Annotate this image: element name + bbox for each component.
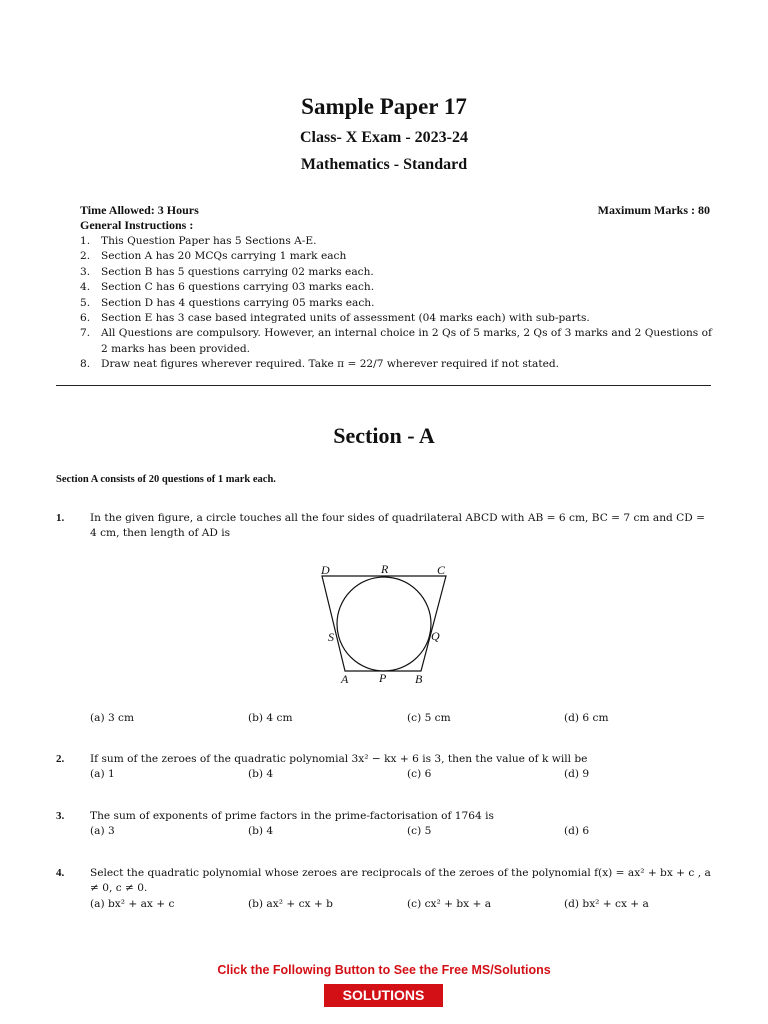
instruction-item: 6. Section E has 3 case based integrated units of assessment (04 marks each) with sub-parts.	[80, 312, 590, 325]
label-c: C	[437, 563, 446, 577]
option-a[interactable]: (a) 3 cm	[90, 712, 135, 724]
label-s: S	[328, 630, 334, 644]
divider	[56, 385, 711, 386]
question-3	[56, 809, 716, 839]
option-a[interactable]: (a) bx² + ax + c	[90, 898, 175, 910]
instruction-item: 1. This Question Paper has 5 Sections A-E.	[80, 235, 317, 247]
label-d: D	[321, 563, 330, 577]
general-instructions-heading: General Instructions :	[80, 218, 194, 232]
class-line: Class- X Exam - 2023-24	[300, 129, 468, 146]
instruction-item: 5. Section D has 4 questions carrying 05 marks each.	[80, 296, 375, 309]
label-p: P	[379, 671, 387, 685]
instructions-list	[80, 234, 712, 373]
option-d[interactable]: (d) 6	[564, 825, 590, 837]
time-allowed: Time Allowed: 3 Hours	[80, 203, 199, 217]
quadrilateral-incircle-figure	[310, 558, 460, 688]
instruction-item: 7. All Questions are compulsory. However, an internal choice in 2 Qs of 5 marks, 2 Qs of 3 marks and 2 Questions of 2 marks has been provided.	[80, 327, 712, 355]
option-d[interactable]: (d) 6 cm	[564, 712, 609, 724]
question-text: Select the quadratic polynomial whose zeroes are reciprocals of the zeroes of the polynomial f(x) = ax² + bx + c , a ≠ 0, c ≠ 0.	[90, 867, 711, 894]
options-row	[90, 897, 712, 912]
option-b[interactable]: (b) 4	[248, 825, 274, 837]
option-d[interactable]: (d) 9	[564, 768, 590, 780]
question-number: 4.	[56, 867, 65, 879]
question-2	[56, 752, 716, 782]
options-row	[90, 767, 712, 782]
paper-title: Sample Paper 17	[301, 94, 467, 119]
question-4	[56, 866, 716, 911]
question-text: The sum of exponents of prime factors in the prime-factorisation of 1764 is	[90, 810, 494, 822]
instruction-item: 2. Section A has 20 MCQs carrying 1 mark each	[80, 250, 347, 263]
solutions-prompt[interactable]: Click the Following Button to See the Free MS/Solutions	[217, 963, 551, 977]
option-a[interactable]: (a) 1	[90, 768, 115, 780]
option-a[interactable]: (a) 3	[90, 825, 115, 837]
exam-meta	[80, 203, 710, 218]
options-row	[90, 711, 712, 726]
solutions-button[interactable]: SOLUTIONS	[324, 984, 443, 1007]
maximum-marks: Maximum Marks : 80	[597, 203, 710, 217]
option-c[interactable]: (c) cx² + bx + a	[407, 898, 492, 910]
subject-line: Mathematics - Standard	[300, 156, 468, 173]
question-number: 1.	[56, 512, 65, 524]
option-c[interactable]: (c) 6	[407, 768, 432, 780]
option-c[interactable]: (c) 5 cm	[407, 712, 451, 724]
question-number: 2.	[56, 753, 65, 765]
option-b[interactable]: (b) 4 cm	[248, 712, 293, 724]
option-b[interactable]: (b) ax² + cx + b	[248, 898, 333, 910]
label-b: B	[415, 672, 423, 686]
options-row	[90, 824, 712, 839]
question-text: If sum of the zeroes of the quadratic polynomial 3x² − kx + 6 is 3, then the value of k will be	[90, 753, 588, 765]
label-r: R	[381, 562, 389, 576]
label-a: A	[341, 672, 349, 686]
section-title: Section - A	[333, 423, 435, 448]
question-number: 3.	[56, 810, 65, 822]
instruction-item: 4. Section C has 6 questions carrying 03 marks each.	[80, 281, 375, 294]
option-b[interactable]: (b) 4	[248, 768, 274, 780]
instruction-item: 8. Draw neat figures wherever required. Take π = 22/7 wherever required if not stated.	[80, 358, 560, 371]
option-d[interactable]: (d) bx² + cx + a	[564, 898, 649, 910]
instruction-item: 3. Section B has 5 questions carrying 02 marks each.	[80, 265, 374, 278]
option-c[interactable]: (c) 5	[407, 825, 432, 837]
section-subtitle: Section A consists of 20 questions of 1 mark each.	[56, 474, 276, 485]
question-text: In the given figure, a circle touches all the four sides of quadrilateral ABCD with AB = 6 cm, BC = 7 cm and CD = 4 cm, then length of AD is	[90, 512, 706, 539]
label-q: Q	[431, 629, 440, 643]
